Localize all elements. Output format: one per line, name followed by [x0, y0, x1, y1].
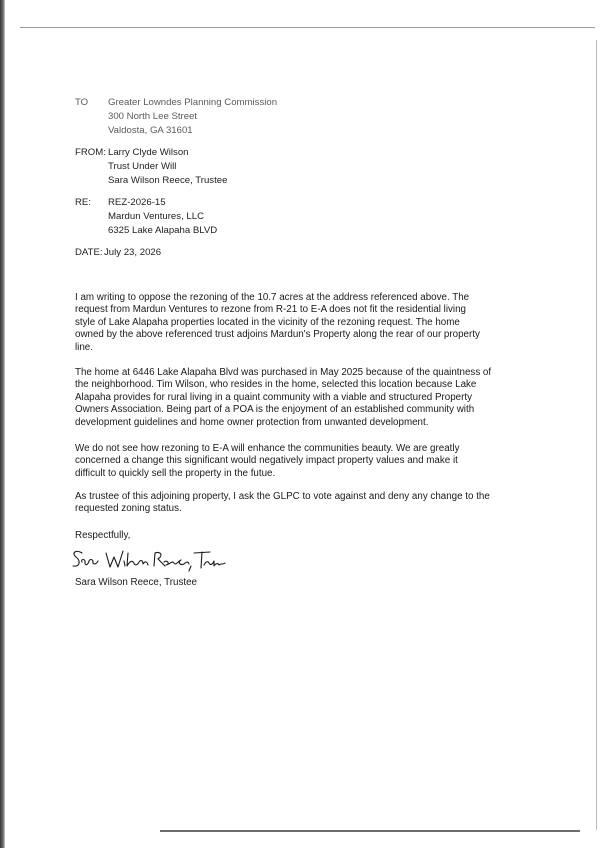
text-line: The home at 6446 Lake Alapaha Blvd was purchased in May 2025 because of the quaintness of	[75, 367, 492, 378]
scan-edge-shadow	[0, 0, 5, 848]
text-line: the neighborhood. Tim Wilson, who resides in the home, selected this location because Lake	[75, 379, 477, 391]
body-paragraph	[75, 443, 585, 480]
to-address	[108, 96, 277, 138]
handwritten-signature	[68, 541, 228, 577]
re-line: Mardun Ventures, LLC	[108, 211, 204, 222]
text-line: concerned a change this significant would negatively impact property values and make it	[75, 455, 458, 467]
text-line: owned by the above referenced trust adjoins Mardun's Property along the rear of our property	[75, 329, 480, 341]
text-line: style of Lake Alapaha properties located in the vicinity of the rezoning request. The home	[75, 316, 460, 328]
text-line: As trustee of this adjoining property, I ask the GLPC to vote against and deny any change to the	[75, 491, 490, 502]
body-paragraph	[75, 367, 585, 429]
scan-border-top	[20, 27, 595, 28]
text-line: I am writing to oppose the rezoning of the 10.7 acres at the address referenced above. The	[75, 292, 470, 303]
from-line: Trust Under Will	[108, 161, 177, 172]
text-line: line.	[75, 341, 93, 353]
body-paragraph	[75, 292, 585, 354]
date-label: DATE:	[75, 247, 103, 258]
text-line: development guidelines and home owner protection from unwanted development.	[75, 416, 429, 428]
from-line: Larry Clyde Wilson	[108, 147, 189, 158]
from-label: FROM:	[75, 147, 106, 158]
text-line: request from Mardun Ventures to rezone from R-21 to E-A does not fit the residential living	[75, 304, 466, 316]
closing-salutation: Respectfully,	[75, 530, 131, 541]
scan-border-bottom	[160, 830, 580, 832]
to-line: Greater Lowndes Planning Commission	[108, 97, 278, 108]
re-line: 6325 Lake Alapaha BLVD	[108, 225, 218, 236]
text-line: requested zoning status.	[75, 503, 182, 515]
to-line: 300 North Lee Street	[108, 111, 198, 122]
body-paragraph	[75, 491, 585, 516]
re-line: REZ-2026-15	[108, 197, 166, 208]
date-value: July 23, 2026	[104, 247, 162, 258]
to-line: Valdosta, GA 31601	[108, 125, 193, 136]
from-details	[108, 146, 227, 188]
re-details	[108, 196, 217, 238]
to-label: TO	[75, 97, 89, 108]
text-line: Alapaha provides for rural living in a quaint community with a viable and structured Property	[75, 391, 472, 403]
text-line: Owners Association. Being part of a POA is the enjoyment of an established community with	[75, 404, 475, 416]
text-line: We do not see how rezoning to E-A will enhance the communities beauty. We are greatly	[75, 443, 460, 454]
from-line: Sara Wilson Reece, Trustee	[108, 175, 228, 186]
scan-border-right	[596, 40, 597, 830]
re-label: RE:	[75, 197, 91, 208]
text-line: difficult to quickly sell the property in the futue.	[75, 467, 276, 479]
signer-name: Sara Wilson Reece, Trustee	[75, 577, 197, 588]
